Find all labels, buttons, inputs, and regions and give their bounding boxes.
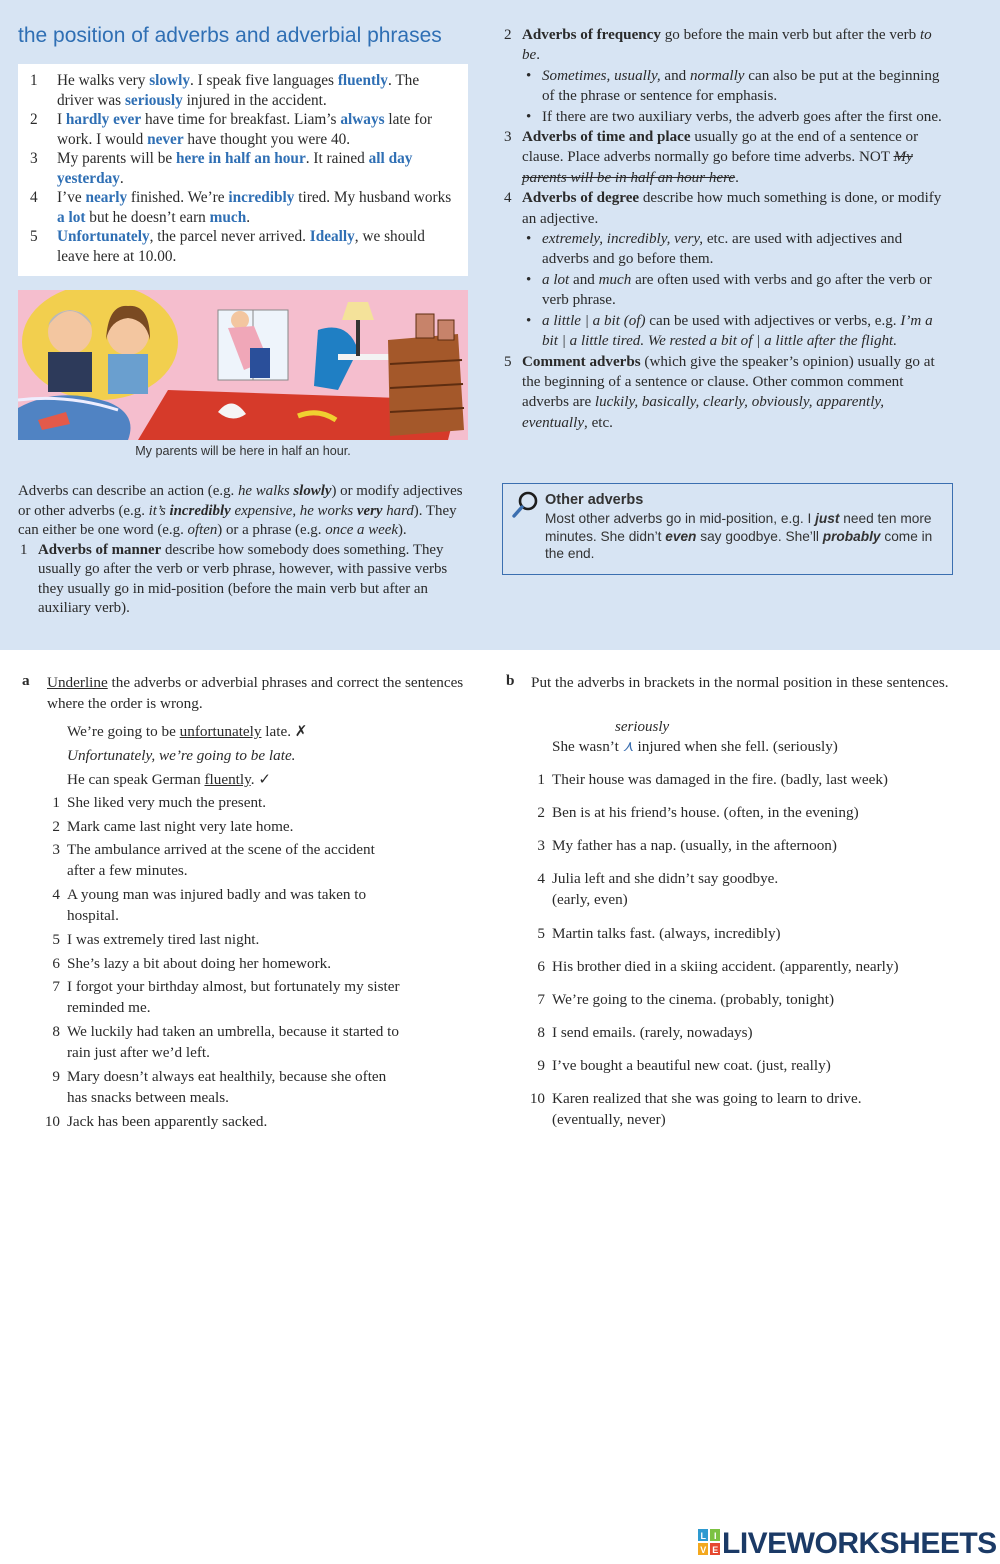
item-text-continued: has snacks between meals.	[67, 1088, 229, 1106]
adverb-highlight: Ideally	[309, 228, 355, 245]
item-text-continued: hospital.	[67, 906, 119, 924]
exercise-a-item-3	[52, 840, 375, 881]
item-text: Mary doesn’t always eat healthily, because she often	[67, 1068, 387, 1085]
exercise-a-item-2	[52, 817, 294, 838]
exercise-a-letter: a	[22, 672, 30, 689]
item-text-continued: rain just after we’d left.	[67, 1043, 210, 1061]
watermark-text: LIVEWORKSHEETS	[722, 1527, 997, 1560]
adverb-highlight: Unfortunately	[57, 228, 150, 245]
item-text: His brother died in a skiing accident. (apparently, nearly)	[552, 958, 899, 975]
item-text: Their house was damaged in the fire. (badly, last week)	[552, 771, 888, 788]
illustration	[18, 290, 468, 440]
item-number: 6	[537, 958, 545, 975]
exercise-b-example: She wasn’t ⋏ injured when she fell. (seriously)	[552, 738, 838, 755]
exercise-b-letter: b	[506, 672, 515, 689]
example-number: 5	[30, 228, 38, 245]
item-text: We luckily had taken an umbrella, because it started to	[67, 1023, 399, 1040]
other-adverbs-box	[502, 483, 953, 575]
frequency-bullet-1: • Sometimes, usually, and normally can also be put at the beginning of the phrase or sentence for emphasis.	[526, 67, 940, 105]
exercise-a-item-4	[52, 885, 367, 926]
item-number: 9	[537, 1057, 545, 1074]
item-number: 5	[537, 925, 545, 942]
exercise-a-item-6	[52, 954, 332, 975]
item-number: 3	[52, 841, 60, 858]
example-number: 3	[30, 150, 38, 167]
exercise-a-item-1	[52, 793, 267, 814]
item-number: 9	[52, 1068, 60, 1085]
adverb-highlight: fluently	[337, 72, 388, 89]
item-text-continued: (early, even)	[552, 890, 628, 908]
magnifier-icon	[511, 490, 541, 520]
exercise-a-example-1: We’re going to be unfortunately late. ✗	[67, 723, 308, 740]
rule-adverbs-of-time-and-place: 3 Adverbs of time and place usually go at the end of a sentence or clause. Place adverbs normally go before time adverbs. NOT My parents will be in half an hour here.	[504, 129, 919, 186]
svg-text:E: E	[712, 1545, 718, 1555]
item-text: A young man was injured badly and was taken to	[67, 886, 367, 903]
exercise-a-example-correction: Unfortunately, we’re going to be late.	[67, 747, 296, 764]
svg-text:I: I	[713, 1531, 717, 1541]
examples-box	[18, 64, 468, 276]
exercise-b-item-7	[537, 990, 835, 1011]
adverb-highlight: hardly ever	[65, 111, 142, 128]
example-sentence: 1 He walks very slowly. I speak five languages fluently. The driver was seriously injured in the accident.	[30, 72, 420, 109]
item-number: 3	[537, 837, 545, 854]
item-text: Julia left and she didn’t say goodbye.	[552, 870, 779, 887]
item-number: 2	[52, 818, 60, 835]
adverb-highlight: seriously	[124, 91, 183, 109]
adverb-highlight: nearly	[85, 189, 128, 206]
item-text-continued: (eventually, never)	[552, 1110, 666, 1128]
item-text: My father has a nap. (usually, in the afternoon)	[552, 837, 837, 854]
example-insert-word: seriously	[615, 719, 670, 735]
exercise-b-item-2	[537, 803, 859, 824]
item-number: 5	[52, 931, 60, 948]
item-text: Mark came last night very late home.	[67, 818, 294, 835]
svg-text:L: L	[700, 1531, 706, 1541]
item-text: I’ve bought a beautiful new coat. (just, really)	[552, 1057, 831, 1074]
adverb-highlight: incredibly	[228, 189, 295, 206]
item-text: I was extremely tired last night.	[67, 931, 260, 948]
exercise-b-item-4	[537, 869, 779, 910]
exercise-b-item-1	[537, 770, 888, 791]
item-number: 10	[44, 1113, 60, 1130]
adverb-highlight: a lot	[57, 208, 86, 226]
other-adverbs-title: Other adverbs	[545, 492, 644, 508]
degree-bullet-1: • extremely, incredibly, very, etc. are used with adjectives and adverbs and go before them.	[526, 231, 903, 268]
item-text: Martin talks fast. (always, incredibly)	[552, 925, 781, 942]
exercise-a	[22, 672, 477, 1130]
exercise-b-item-10	[529, 1089, 862, 1130]
section-title: the position of adverbs and adverbial phrases	[18, 24, 442, 47]
item-number: 8	[537, 1024, 545, 1041]
adverb-highlight: never	[147, 130, 184, 148]
exercise-b-item-3	[537, 836, 837, 857]
item-number: 6	[52, 955, 60, 972]
item-number: 4	[52, 886, 60, 903]
rule-comment-adverbs: 5 Comment adverbs (which give the speaker’s opinion) usually go at the beginning of a sentence or clause. Other common comment adverbs are luckily, basically, clearly, obviously, apparently, eventually, etc.	[504, 353, 935, 431]
item-number: 2	[537, 804, 545, 821]
example-sentence: 3 My parents will be here in half an hour. It rained all day yesterday.	[30, 150, 413, 187]
example-sentence: 4 I’ve nearly finished. We’re incredibly tired. My husband works a lot but he doesn’t earn much.	[30, 189, 452, 226]
intro-paragraph: Adverbs can describe an action (e.g. he walks slowly) or modify adjectives or other adverbs (e.g. it’s incredibly expensive, he works very hard). They can either be one word (e.g. often) or a phrase (e.g. once a week).	[18, 483, 463, 538]
adverb-highlight: slowly	[149, 72, 190, 89]
exercise-a-example-2: He can speak German fluently. ✓	[67, 771, 272, 788]
item-number: 7	[52, 978, 60, 995]
exercise-b	[506, 672, 976, 1128]
item-number: 4	[537, 870, 545, 887]
adverb-highlight: here in half an hour	[175, 150, 306, 167]
example-number: 1	[30, 72, 38, 89]
adverb-highlight: always	[340, 111, 385, 128]
example-sentence: 2 I hardly ever have time for breakfast. Liam’s always late for work. I would never have thought you were 40.	[30, 111, 433, 148]
item-text: Jack has been apparently sacked.	[67, 1113, 268, 1130]
item-text: Karen realized that she was going to learn to drive.	[552, 1090, 862, 1107]
svg-text:V: V	[700, 1545, 706, 1555]
rule-adverbs-of-frequency: 2 Adverbs of frequency go before the main verb but after the verb to be.	[504, 27, 932, 64]
adverb-highlight: all day yesterday	[57, 150, 413, 187]
exercise-a-item-8	[52, 1022, 399, 1063]
exercise-a-item-7	[52, 977, 400, 1018]
item-text-continued: reminded me.	[67, 998, 151, 1016]
example-number: 4	[30, 189, 38, 206]
illustration-caption: My parents will be here in half an hour.	[135, 444, 351, 458]
item-text: We’re going to the cinema. (probably, tonight)	[552, 991, 835, 1008]
item-text: I forgot your birthday almost, but fortunately my sister	[67, 978, 400, 995]
insert-caret-icon: ⋏	[622, 738, 634, 755]
exercise-a-instructions: Underline the adverbs or adverbial phrases and correct the sentences where the order is wrong.	[47, 674, 464, 712]
frequency-bullet-2: • If there are two auxiliary verbs, the adverb goes after the first one.	[526, 108, 942, 125]
exercise-b-item-8	[537, 1023, 753, 1044]
rule-adverbs-of-degree: 4 Adverbs of degree describe how much something is done, or modify an adjective.	[504, 190, 942, 227]
item-number: 1	[52, 794, 60, 811]
item-text-continued: after a few minutes.	[67, 861, 188, 879]
item-text: The ambulance arrived at the scene of the accident	[67, 841, 375, 858]
degree-bullet-3: • a little | a bit (of) can be used with adjectives or verbs, e.g. I’m a bit | a little tired. We rested a bit of | a little after the flight.	[526, 312, 933, 350]
liveworksheets-logo-icon	[698, 1529, 720, 1555]
adverb-highlight: much	[209, 208, 247, 226]
other-adverbs-text: Most other adverbs go in mid-position, e.g. I just need ten more minutes. She didn’t even say goodbye. She’ll probably come in the end.	[545, 511, 933, 561]
example-number: 2	[30, 111, 38, 128]
degree-bullet-2: • a lot and much are often used with verbs and go after the verb or verb phrase.	[526, 271, 932, 309]
rule-adverbs-of-manner: 1 Adverbs of manner describe how somebody does something. They usually go after the verb or verb phrase, however, with passive verbs they usually go in mid-position (before the main verb but after an auxiliary verb).	[20, 541, 448, 616]
cross-mark-icon: ✗	[294, 723, 308, 740]
item-text: She’s lazy a bit about doing her homework.	[67, 955, 332, 972]
exercise-a-item-10	[44, 1112, 268, 1133]
exercise-b-instructions: Put the adverbs in brackets in the normal position in these sentences.	[531, 674, 949, 691]
item-number: 1	[537, 771, 545, 788]
item-text: She liked very much the present.	[67, 794, 267, 811]
exercise-b-item-9	[537, 1056, 831, 1077]
item-text: I send emails. (rarely, nowadays)	[552, 1024, 753, 1041]
exercise-a-item-9	[52, 1067, 387, 1108]
exercise-b-item-6	[537, 957, 899, 978]
item-text: Ben is at his friend’s house. (often, in the evening)	[552, 804, 859, 821]
example-sentence: 5 Unfortunately, the parcel never arrived. Ideally, we should leave here at 10.00.	[30, 228, 425, 265]
rules-column	[502, 25, 952, 433]
bedroom-illustration	[18, 290, 468, 440]
exercise-a-item-5	[52, 930, 260, 951]
item-number: 8	[52, 1023, 60, 1040]
item-number: 7	[537, 991, 545, 1008]
liveworksheets-watermark	[698, 1527, 997, 1561]
item-number: 10	[529, 1090, 545, 1107]
check-mark-icon: ✓	[258, 771, 272, 788]
exercise-b-item-5	[537, 924, 781, 945]
intro-text	[18, 482, 470, 619]
